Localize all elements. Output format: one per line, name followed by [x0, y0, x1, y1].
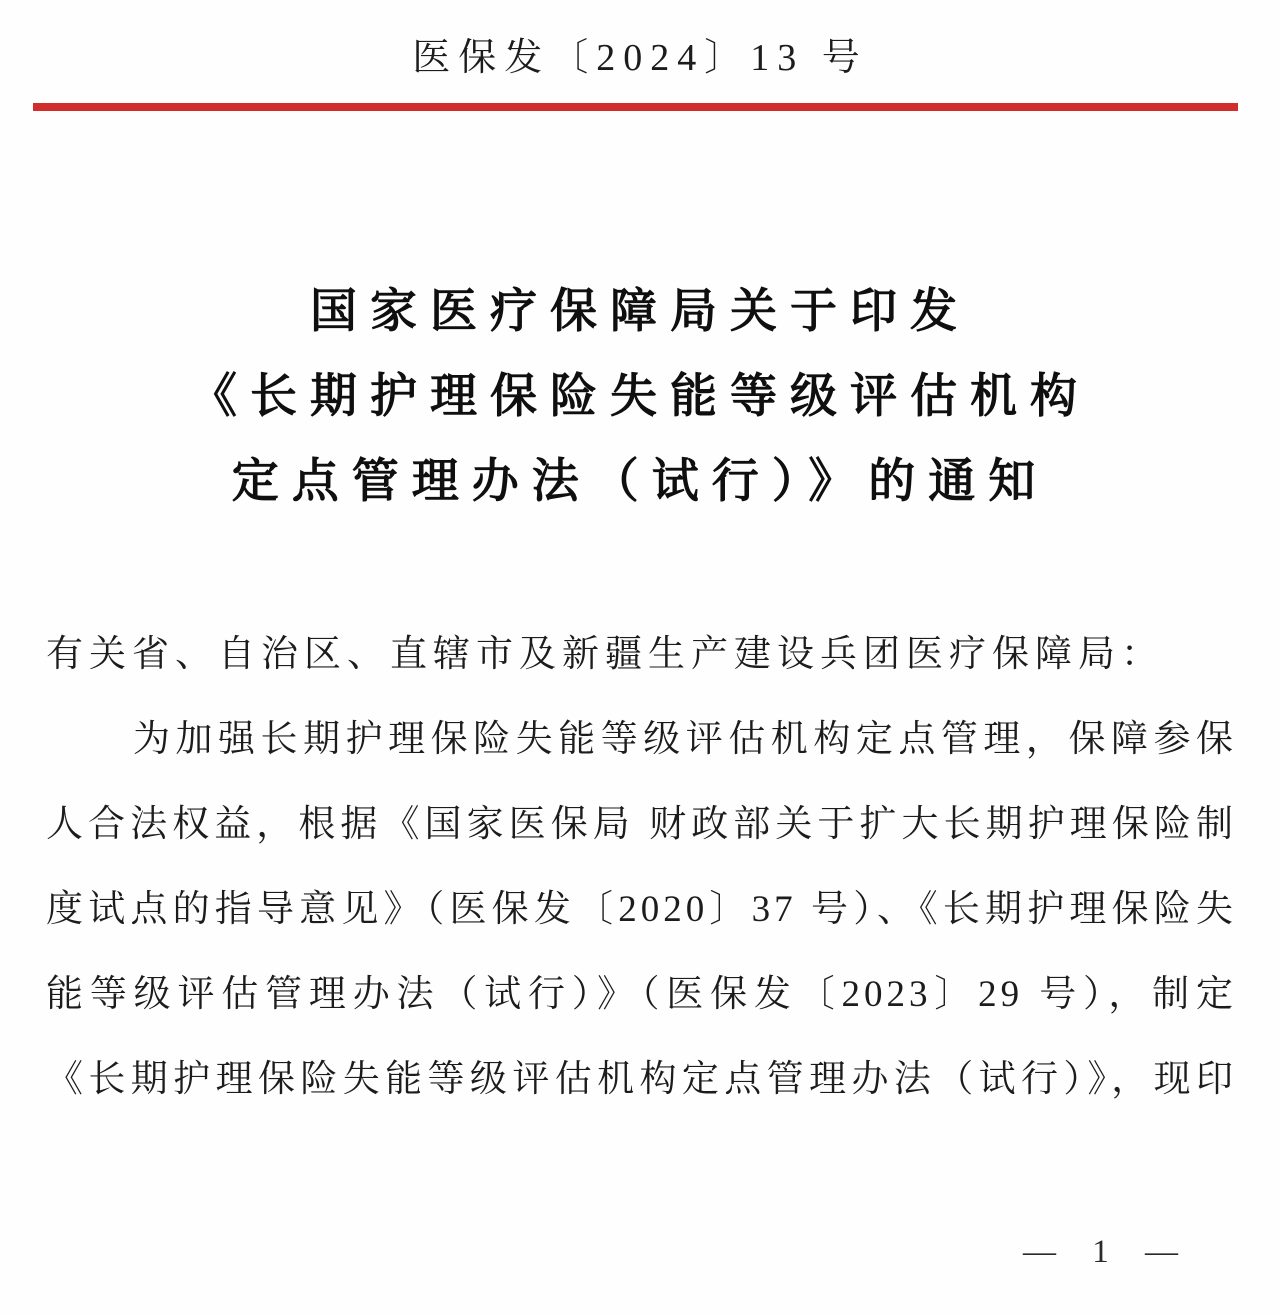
title-line-1: 国家医疗保障局关于印发 [310, 286, 970, 338]
paragraph-line-2: 人合法权益，根据《国家医保局 财政部关于扩大长期护理保险制 [46, 804, 1237, 845]
paragraph-line-5: 《长期护理保险失能等级评估机构定点管理办法（试行）》，现印 [46, 1059, 1237, 1100]
title-line-2: 《长期护理保险失能等级评估机构 [190, 371, 1090, 423]
document-title [0, 270, 1280, 525]
doc-number: 医保发〔2024〕13 号 [412, 37, 868, 79]
title-line-3: 定点管理办法（试行）》的通知 [231, 456, 1049, 508]
paragraph-line-1: 为加强长期护理保险失能等级评估机构定点管理，保障参保 [133, 719, 1237, 760]
paragraph-line-4: 能等级评估管理办法（试行）》（医保发〔2023〕29 号），制定 [46, 974, 1237, 1015]
paragraph-line-3: 度试点的指导意见》（医保发〔2020〕37 号）、《长期护理保险失 [46, 889, 1237, 930]
document-body [46, 612, 1237, 1122]
red-divider-line [33, 103, 1238, 111]
salutation: 有关省、自治区、直辖市及新疆生产建设兵团医疗保障局： [46, 634, 1164, 675]
page-number: — 1 — [1023, 1234, 1192, 1270]
